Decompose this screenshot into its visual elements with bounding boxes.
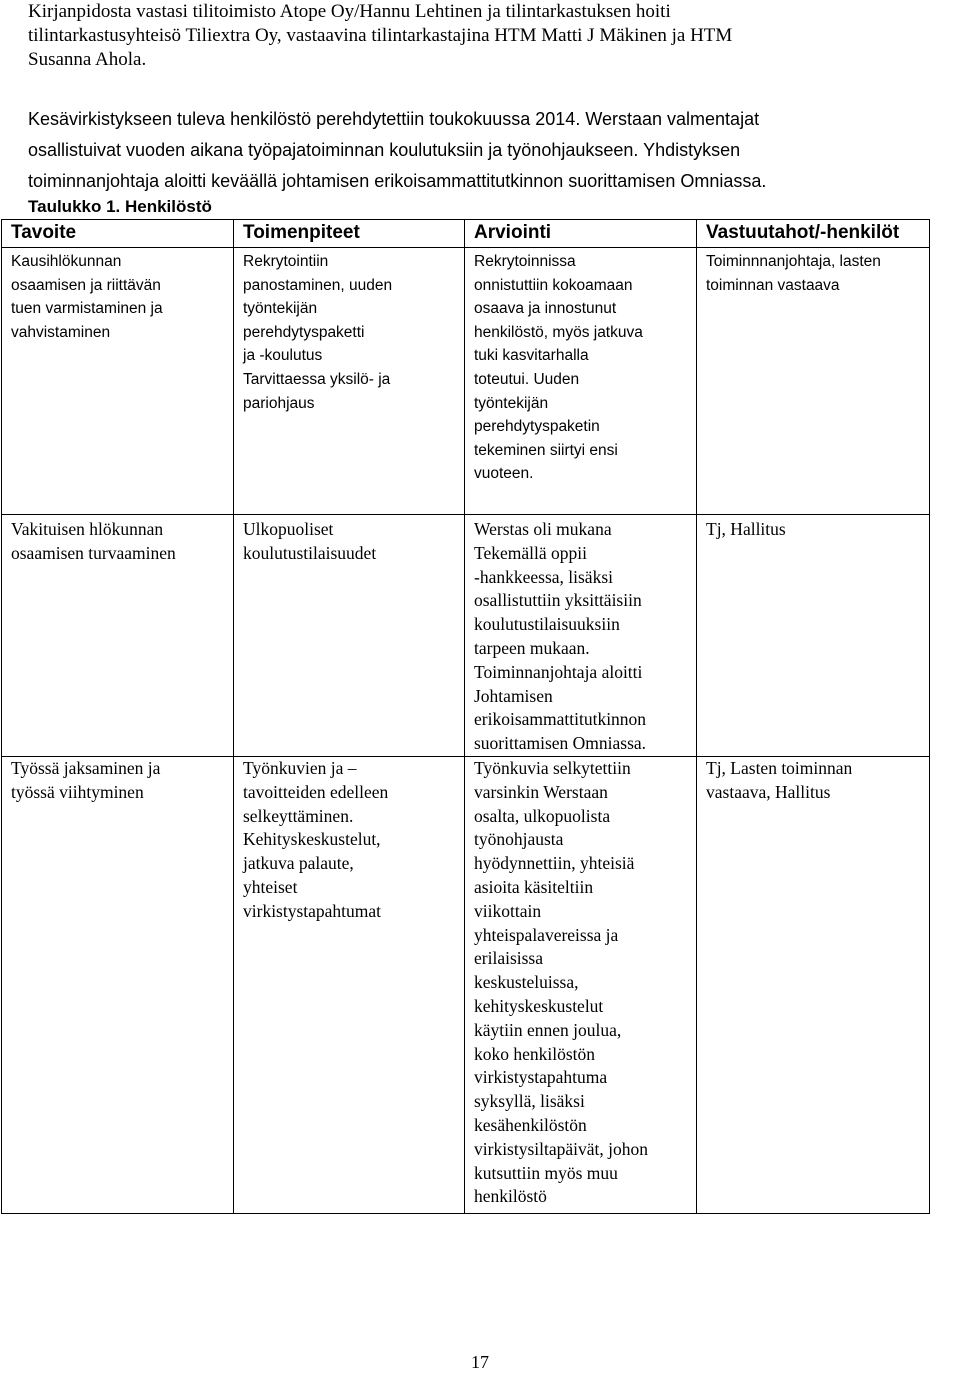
staff-paragraph: [28, 104, 948, 197]
staff-table: [1, 219, 930, 1214]
intro-paragraph: [28, 0, 928, 72]
table-cell-actions: Ulkopuoliset koulutustilaisuudet: [234, 515, 465, 757]
table-header-row: [2, 220, 930, 248]
table-cell-responsible: Tj, Lasten toiminnan vastaava, Hallitus: [697, 757, 930, 1214]
table-row: [2, 515, 930, 757]
table-cell-responsible: Tj, Hallitus: [697, 515, 930, 757]
page-number: 17: [471, 1352, 489, 1372]
column-header-arviointi: Arviointi: [465, 220, 697, 248]
column-header-vastuutahot: Vastuutahot/-henkilöt: [697, 220, 930, 248]
intro-line: Kirjanpidosta vastasi tilitoimisto Atope Oy/Hannu Lehtinen ja tilintarkastuksen hoiti: [28, 1, 671, 22]
table-caption: Taulukko 1. Henkilöstö: [28, 197, 212, 216]
table-cell-goal: Työssä jaksaminen ja työssä viihtyminen: [2, 757, 234, 1214]
table-cell-actions: Työnkuvien ja – tavoitteiden edelleen selkeyttäminen. Kehityskeskustelut, jatkuva palaute, yhteiset virkistystapahtumat: [234, 757, 465, 1214]
table-cell-evaluation: Työnkuvia selkytettiin varsinkin Werstaan osalta, ulkopuolista työnohjausta hyödynnettiin, yhteisiä asioita käsiteltiin viikottain yhteispalavereissa ja erilaisissa keskusteluissa, kehityskeskustelut käytiin ennen joulua, koko henkilöstön virkistystapahtuma syksyllä, lisäksi kesähenkilöstön virkistysiltapäivät, johon kutsuttiin myös muu henkilöstö: [465, 757, 697, 1214]
table-cell-goal: Kausihlökunnan osaamisen ja riittävän tuen varmistaminen ja vahvistaminen: [2, 248, 234, 515]
table-cell-goal: Vakituisen hlökunnan osaamisen turvaaminen: [2, 515, 234, 757]
table-row: [2, 757, 930, 1214]
column-header-toimenpiteet: Toimenpiteet: [234, 220, 465, 248]
intro-line: Susanna Ahola.: [28, 49, 147, 70]
table-cell-responsible: Toiminnnanjohtaja, lasten toiminnan vastaava: [697, 248, 930, 515]
staff-line: Kesävirkistykseen tuleva henkilöstö perehdytettiin toukokuussa 2014. Werstaan valmentajat: [28, 109, 760, 129]
table-cell-actions: Rekrytointiin panostaminen, uuden työntekijän perehdytyspaketti ja -koulutus Tarvittaessa yksilö- ja pariohjaus: [234, 248, 465, 515]
table-row: [2, 248, 930, 515]
column-header-tavoite: Tavoite: [2, 220, 234, 248]
table-cell-evaluation: Werstas oli mukana Tekemällä oppii -hankkeessa, lisäksi osallistuttiin yksittäisiin koulutustilaisuuksiin tarpeen mukaan. Toiminnanjohtaja aloitti Johtamisen erikoisammattitutkinnon suorittamisen Omniassa.: [465, 515, 697, 757]
table-cell-evaluation: Rekrytoinnissa onnistuttiin kokoamaan osaava ja innostunut henkilöstö, myös jatkuva tuki kasvitarhalla toteutui. Uuden työntekijän perehdytyspaketin tekeminen siirtyi ensi vuoteen.: [465, 248, 697, 515]
staff-line: toiminnanjohtaja aloitti keväällä johtamisen erikoisammattitutkinnon suorittamisen Omniassa.: [28, 171, 767, 191]
staff-line: osallistuivat vuoden aikana työpajatoiminnan koulutuksiin ja työnohjaukseen. Yhdistyksen: [28, 140, 741, 160]
intro-line: tilintarkastusyhteisö Tiliextra Oy, vastaavina tilintarkastajina HTM Matti J Mäkinen ja HTM: [28, 25, 733, 46]
